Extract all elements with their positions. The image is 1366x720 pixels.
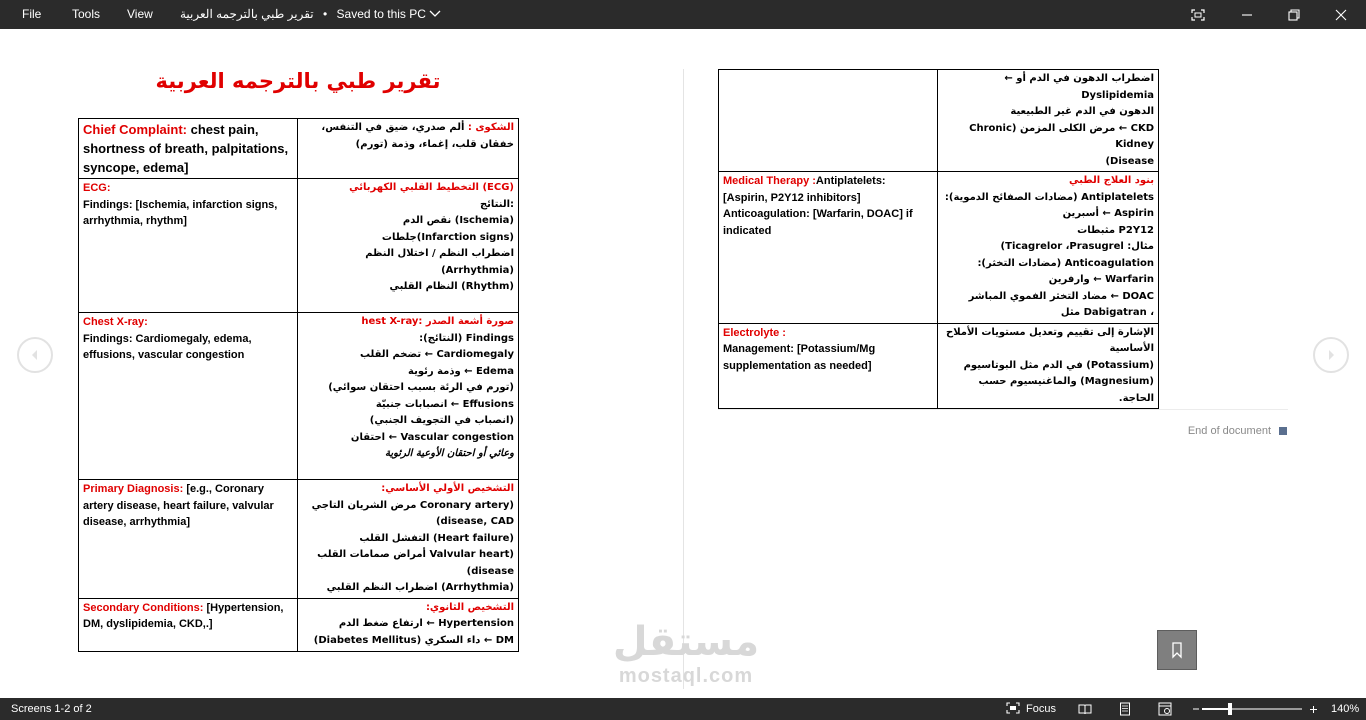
list-item: وعائي أو احتقان الأوعية الرئوية xyxy=(384,448,514,459)
table-row xyxy=(719,172,1159,324)
save-status: Saved to this PC xyxy=(336,7,426,21)
list-item: DOAC ← مضاد التخثر الفموي المباشر xyxy=(968,290,1154,302)
list-item: :النتائج xyxy=(479,198,514,210)
chest-xray-ar-cell xyxy=(298,313,519,480)
zoom-slider[interactable] xyxy=(1202,708,1302,710)
empty-cell xyxy=(719,70,938,172)
secondary-conditions-label: Secondary Conditions: xyxy=(83,601,204,614)
list-item: CKD ← مرض الكلى المزمن (Chronic Kidney xyxy=(969,122,1154,150)
list-item: (Ischemia) نقص الدم xyxy=(402,215,514,226)
ecg-ar-cell xyxy=(298,179,519,313)
chief-complaint-ar-cell xyxy=(298,119,519,179)
primary-diagnosis-text: [e.g., Coronary artery disease, heart failure, valvular disease, arrhythmia] xyxy=(83,483,274,528)
prev-page-icon[interactable] xyxy=(17,337,53,373)
list-item: disease) xyxy=(466,565,514,577)
end-of-document xyxy=(1188,425,1287,437)
table-row xyxy=(79,598,519,651)
primary-diagnosis-cell xyxy=(79,480,298,599)
zoom-slider-fill xyxy=(1202,708,1230,710)
list-item: Findings (النتائج): xyxy=(419,332,514,344)
list-item: (Heart failure) التفشل القلب xyxy=(359,532,514,544)
primary-diagnosis-ar-label: التشخيص الأولي الأساسي: xyxy=(381,483,514,494)
document-title-area[interactable] xyxy=(180,0,441,29)
watermark xyxy=(596,619,776,687)
list-item: Aspirin ← أسبرين xyxy=(1062,208,1154,219)
medical-therapy-ar-label: بنود العلاج الطبي xyxy=(1069,175,1154,186)
secondary-conditions-ar-label: التشخيص الثانوي: xyxy=(425,601,514,613)
chest-xray-ar-label: صورة أشعة الصدر :hest X-ray xyxy=(361,316,514,327)
list-item: (Infarction signs)جلطات xyxy=(381,231,514,243)
list-item: Edema ← وذمة رئوية xyxy=(408,365,514,377)
ecg-ar-label: (ECG) التخطيط القلبي الكهربائي xyxy=(349,182,514,193)
list-item: (Coronary artery مرض الشريان التاجي xyxy=(311,499,514,511)
chief-complaint-ar-text: ألم صدري، ضيق في التنفس، خفقان قلب، إغماء، وذمة (تورم) xyxy=(321,122,514,150)
list-item: مثال: Ticagrelor ،Prasugrel) xyxy=(1000,241,1154,252)
list-item: (Rhythm) النظام القلبي xyxy=(389,281,514,292)
title-separator: • xyxy=(323,7,328,21)
left-report-table xyxy=(78,118,519,652)
chest-xray-findings: Findings: Cardiomegaly, edema, effusions, vascular congestion xyxy=(83,332,252,361)
chest-xray-label: Chest X-ray: xyxy=(83,316,148,328)
web-layout-icon[interactable] xyxy=(1158,698,1172,720)
table-row xyxy=(79,119,519,179)
list-item: اضطراب النظم / اختلال النظم xyxy=(365,248,514,259)
menu-file[interactable]: File xyxy=(22,7,42,21)
list-item: DM ← داء السكري (Diabetes Mellitus) xyxy=(313,634,514,646)
ecg-findings: Findings: [Ischemia, infarction signs, arrhythmia, rhythm] xyxy=(83,198,278,227)
zoom-level[interactable]: 140% xyxy=(1331,703,1360,715)
end-of-document-label: End of document xyxy=(1187,425,1271,437)
read-mode-icon[interactable] xyxy=(1078,698,1092,720)
zoom-in-icon[interactable] xyxy=(1309,698,1318,720)
status-bar xyxy=(0,698,1366,720)
ecg-cell xyxy=(79,179,298,313)
chief-complaint-text: chest pain, shortness of breath, palpitations, syncope, edema] xyxy=(83,122,289,175)
watermark-english: mostaql.com xyxy=(618,665,754,687)
primary-diagnosis-ar-cell xyxy=(298,480,519,599)
minimize-icon[interactable] xyxy=(1224,0,1270,29)
list-item: Vascular congestion ← احتقان xyxy=(350,431,514,443)
chief-complaint-ar-label: الشكوى : xyxy=(467,122,514,133)
medical-therapy-ar-cell xyxy=(938,172,1159,324)
list-item: Disease) xyxy=(1105,155,1154,167)
document-canvas xyxy=(0,29,1366,698)
dyslipidemia-ar-cell xyxy=(938,70,1159,172)
focus-icon xyxy=(1006,702,1020,717)
list-item: Antiplatelets (مضادات الصفائح الدموية): xyxy=(944,191,1154,203)
menu-tools[interactable]: Tools xyxy=(72,7,101,21)
focus-mode-icon[interactable] xyxy=(1175,0,1221,29)
table-row xyxy=(79,480,519,599)
close-icon[interactable] xyxy=(1318,0,1364,29)
right-report-table xyxy=(718,69,1159,409)
list-item: Anticoagulation (مضادات التخثر): xyxy=(977,257,1154,269)
screen-count: Screens 1-2 of 2 xyxy=(11,703,92,715)
list-item: Hypertension ← ارتفاع ضغط الدم xyxy=(338,618,514,629)
medical-therapy-text2: Anticoagulation: [Warfarin, DOAC] if indicated xyxy=(723,208,913,237)
electrolyte-ar-cell xyxy=(938,323,1159,409)
page-divider xyxy=(683,69,684,689)
list-item: اضطراب الدهون في الدم أو ← Dyslipidemia xyxy=(1004,73,1154,101)
zoom-slider-thumb[interactable] xyxy=(1228,703,1232,715)
list-item: (Arrhythmia) اضطراب النظم القلبي xyxy=(326,582,514,593)
secondary-conditions-text: [Hypertension, DM, dyslipidemia, CKD,.] xyxy=(83,601,284,630)
list-item: Warfarin ← وارفرين xyxy=(1048,274,1154,285)
list-item: Cardiomegaly ← تضخم القلب xyxy=(359,349,514,360)
dropdown-chevron-icon[interactable] xyxy=(429,7,441,21)
primary-diagnosis-label: Primary Diagnosis: xyxy=(83,483,184,495)
secondary-conditions-cell xyxy=(79,598,298,651)
list-item: P2Y12 مثبطات xyxy=(1077,224,1154,236)
ecg-label: ECG: xyxy=(83,182,111,194)
medical-therapy-cell xyxy=(719,172,938,324)
list-item: (تورم في الرئة بسبب احتقان سوائي) xyxy=(328,382,514,393)
list-item: (انصباب في التجويف الجنبي) xyxy=(369,415,514,426)
electrolyte-label: Electrolyte : xyxy=(723,326,786,339)
title-bar xyxy=(0,0,1366,29)
end-divider xyxy=(718,409,1288,410)
page-title: تقرير طبي بالترجمه العربية xyxy=(155,69,441,93)
document-name: تقرير طبي بالترجمه العربية xyxy=(180,7,314,21)
list-item: (Potassium) في الدم مثل البوتاسيوم xyxy=(963,359,1154,371)
chief-complaint-cell xyxy=(79,119,298,179)
maximize-icon[interactable] xyxy=(1271,0,1317,29)
list-item: (Valvular heart أمراض صمامات القلب xyxy=(317,549,514,560)
chief-complaint-label: Chief Complaint: xyxy=(83,122,187,137)
list-item: الإشارة إلى تقييم وتعديل مستويات الأملاح الأساسية xyxy=(945,326,1154,354)
secondary-conditions-ar-cell xyxy=(298,598,519,651)
list-item: الدهون في الدم غير الطبيعية xyxy=(1010,106,1154,117)
end-marker-icon xyxy=(1279,427,1287,435)
next-page-icon[interactable] xyxy=(1313,337,1349,373)
menu-view[interactable]: View xyxy=(127,7,153,21)
table-row xyxy=(79,313,519,480)
table-row xyxy=(719,323,1159,409)
list-item: (Arrhythmia) xyxy=(441,264,514,276)
focus-button[interactable] xyxy=(1006,698,1056,720)
watermark-arabic: مستقل xyxy=(612,619,760,665)
list-item: Effusions ← انصبابات جنبيّة xyxy=(375,398,514,410)
electrolyte-text: Management: [Potassium/Mg supplementation as needed] xyxy=(723,343,876,372)
focus-label: Focus xyxy=(1026,703,1056,715)
table-row xyxy=(79,179,519,313)
medical-therapy-label: Medical Therapy : xyxy=(723,175,816,187)
list-item: ، Dabigatran مثل xyxy=(1060,307,1154,318)
bookmark-icon[interactable] xyxy=(1157,630,1197,670)
medical-therapy-text: Antiplatelets: [Aspirin, P2Y12 inhibitors] xyxy=(723,175,886,204)
table-row xyxy=(719,70,1159,172)
electrolyte-cell xyxy=(719,323,938,409)
zoom-out-icon[interactable] xyxy=(1192,698,1200,720)
chest-xray-cell xyxy=(79,313,298,480)
list-item: disease, CAD) xyxy=(435,516,514,527)
list-item: (Magnesium) والماغنيسيوم حسب الحاجة. xyxy=(978,376,1154,404)
print-layout-icon[interactable] xyxy=(1119,698,1131,720)
